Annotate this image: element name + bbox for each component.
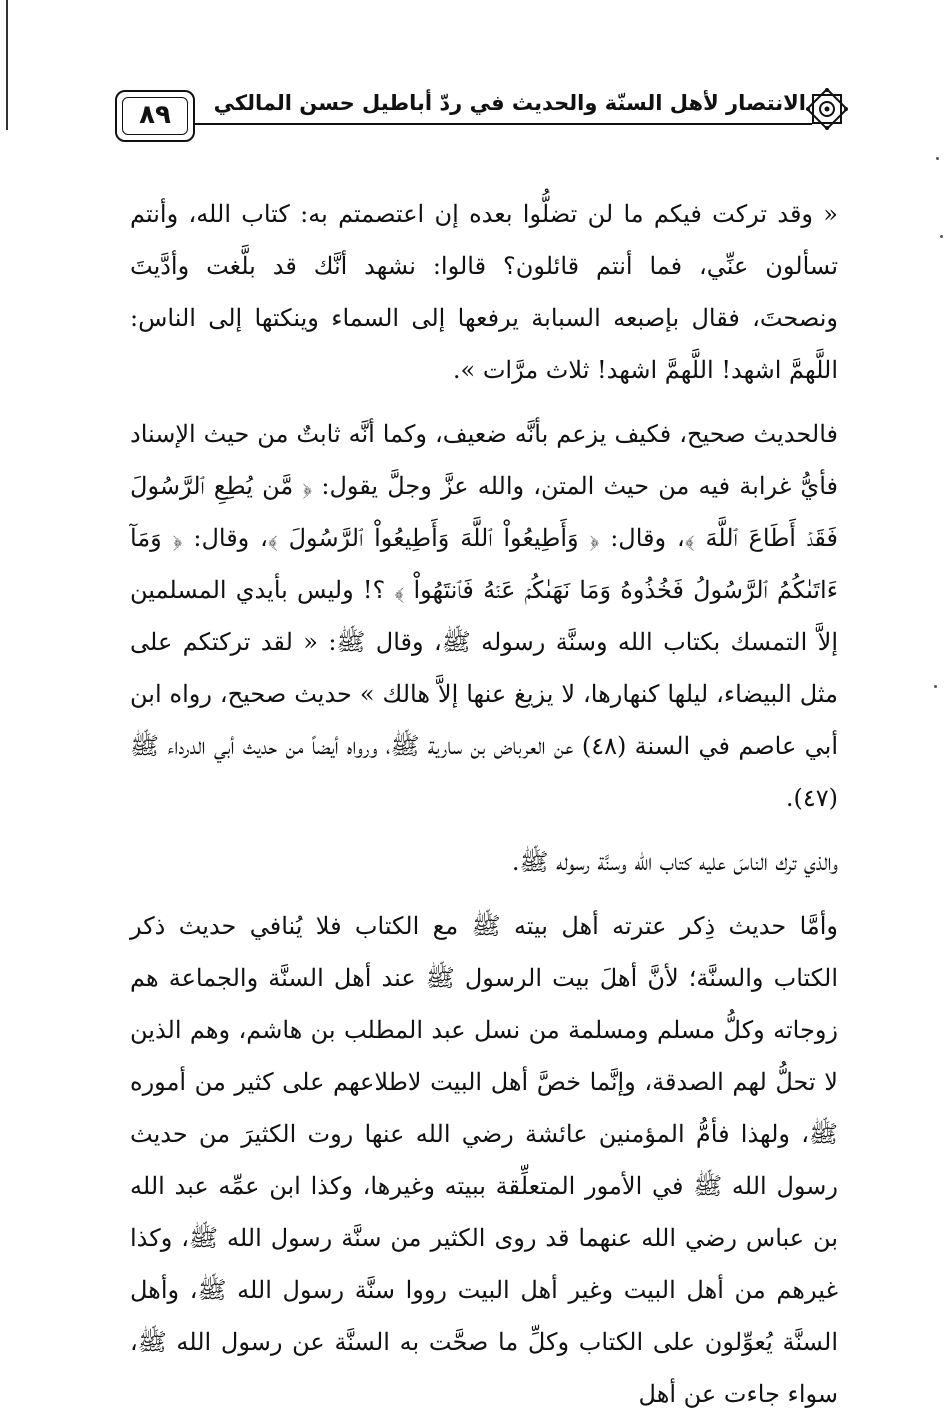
paragraph-ahl-al-bayt: وأمَّا حديث ذِكر عترته أهل بيته ﷺ مع الكتاب فلا يُنافي حديث ذكر الكتاب والسنَّة؛ لأنَّ أهلَ بيت الرسول ﷺ عند أهل السنَّة والجماعة هم زوجاته وكلُّ مسلم ومسلمة من نسل عبد المطلب بن هاشم، وهم الذين لا تحلُّ لهم الصدقة، وإنَّما خصَّ أهل البيت لاطلاعهم على كثير من أموره ﷺ، ولهذا فأمُّ المؤمنين عائشة رضي الله عنها روت الكثيرَ من حديث رسول الله ﷺ في الأمور المتعلِّقة ببيته وغيرها، وكذا ابن عمِّه عبد الله بن عباس رضي الله عنهما قد روى الكثير من سنَّة رسول الله ﷺ، وكذا غيرهم من أهل البيت وغير أهل البيت رووا سنَّة رسول الله ﷺ، وأهل السنَّة يُعوِّلون على الكتاب وكلِّ ما صحَّت به السنَّة عن رسول الله ﷺ، سواء جاءت عن أهل — [130, 912, 838, 1408]
header-rule — [189, 123, 812, 125]
page-number: ٨٩ — [139, 100, 171, 130]
scan-speck — [934, 685, 937, 688]
running-title: الانتصار لأهل السنّة والحديث في ردّ أباطيل حسن المالكي — [206, 88, 806, 118]
scan-speck — [940, 235, 943, 238]
paragraph-hadith-quote: « وقد تركت فيكم ما لن تضلُّوا بعده إن اعتصمتم به: كتاب الله، وأنتم تسألون عنِّي، فما أنتم قائلون؟ قالوا: نشهد أنَّك قد بلَّغت وأدَّيتَ ونصحتَ، فقال بإصبعه السبابة يرفعها إلى السماء وينكتها إلى الناس: اللَّهمَّ اشهد! اللَّهمَّ اشهد! ثلاث مرَّات ». — [130, 200, 838, 384]
scan-speck — [936, 157, 939, 160]
scan-edge-line — [6, 0, 8, 130]
body-text — [130, 188, 838, 1420]
paragraph-hadith-authenticity: فالحديث صحيح، فكيف يزعم بأنَّه ضعيف، وكما أنَّه ثابتٌ من حيث الإسناد فأيُّ غرابة فيه من حيث المتن، والله عزَّ وجلَّ يقول: ﴿ مَّن يُطِعِ ٱلرَّسُولَ فَقَدۡ أَطَاعَ ٱللَّهَ ﴾، وقال: ﴿ وَأَطِيعُواْ ٱللَّهَ وَأَطِيعُواْ ٱلرَّسُولَ ﴾، وقال: ﴿ وَمَآ ءَاتَىٰكُمُ ٱلرَّسُولُ فَخُذُوهُ وَمَا نَهَىٰكُمۡ عَنۡهُ فَٱنتَهُواْ ﴾ ؟! وليس بأيدي المسلمين إلاَّ التمسك بكتاب الله وسنَّة رسوله ﷺ، وقال ﷺ: « لقد تركتكم على مثل البيضاء، ليلها كنهارها، لا يزيغ عنها إلاَّ هالك » حديث صحيح، رواه ابن أبي عاصم في السنة (٤٨) عن العرباض بن سارية ﷺ، ورواه أيضاً من حديث أبي الدرداء ﷺ (٤٧). — [130, 420, 838, 812]
paragraph-left-people: والذي ترك الناسَ عليه كتاب الله وسنَّة رسوله ﷺ. — [511, 848, 838, 876]
page-header — [115, 78, 850, 153]
octagram-ornament-icon — [804, 86, 850, 132]
page-number-frame — [115, 90, 195, 142]
